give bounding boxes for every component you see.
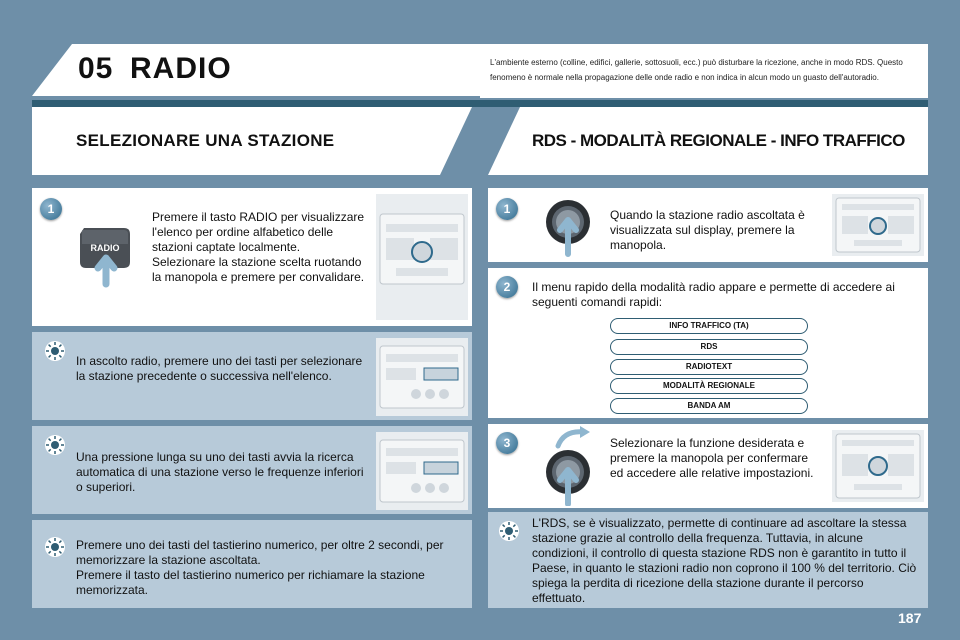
step-badge: 1 [40, 198, 62, 220]
step-badge: 1 [496, 198, 518, 220]
radio-panel-image [832, 194, 924, 256]
tip-sun-icon [498, 520, 520, 542]
radio-panel-image [376, 432, 468, 510]
right-section-title: RDS - MODALITÀ REGIONALE - INFO TRAFFICO [532, 131, 905, 150]
menu-item-info-traffico: INFO TRAFFICO (TA) [610, 318, 808, 334]
right-step3-text: Selezionare la funzione desiderata e premere la manopola per confermare ed accedere alle relative impostazioni. [610, 436, 814, 480]
knob-press-icon [544, 196, 592, 258]
right-step1-text: Quando la stazione radio ascoltata è visualizzata sul display, premere la manopola. [610, 208, 805, 252]
knob-rotate-press-icon [544, 424, 600, 506]
menu-item-rds: RDS [610, 339, 808, 355]
page-number: 187 [898, 610, 922, 626]
right-tip-text: L'RDS, se è visualizzato, permette di continuare ad ascoltare la stessa stazione grazie al controllo della frequenza. Tuttavia, in alcune condizioni, il controllo di questa stazione RDS non è garantito in tutto il Paese, in quanto le stazioni radio non coprono il 100 % del territorio. Ciò spiega la perdita di ricezione della stazione durante il percorso effettuato. [532, 516, 917, 605]
tip-sun-icon [44, 434, 66, 456]
left-tip1-text: In ascolto radio, premere uno dei tasti per selezionare la stazione precedente o successiva nell'elenco. [76, 354, 363, 383]
menu-item-radiotext: RADIOTEXT [610, 359, 808, 375]
radio-key-icon [78, 222, 134, 288]
header-divider [32, 100, 928, 107]
header-note: L'ambiente esterno (colline, edifici, gallerie, sottosuoli, ecc.) può disturbare la ricezione, anche in modo RDS. Questo fenomeno è normale nella propagazione delle onde radio e non indica in alcun modo un guasto dell'autoradio. [490, 58, 903, 82]
left-step1-text: Premere il tasto RADIO per visualizzare l'elenco per ordine alfabetico delle stazioni captate localmente. Selezionare la stazione scelta ruotando la manopola e premere per convalidare. [152, 210, 365, 284]
step-badge: 2 [496, 276, 518, 298]
tip-sun-icon [44, 340, 66, 362]
radio-panel-image [376, 338, 468, 416]
chapter-title: RADIO [130, 52, 232, 85]
step-badge: 3 [496, 432, 518, 454]
menu-item-modalita-regionale: MODALITÀ REGIONALE [610, 378, 808, 394]
radio-panel-image [376, 194, 468, 320]
left-section-title: SELEZIONARE UNA STAZIONE [76, 131, 335, 150]
left-tip2-text: Una pressione lunga su uno dei tasti avvia la ricerca automatica di una stazione verso le frequenze inferiori o superiori. [76, 450, 364, 494]
menu-item-banda-am: BANDA AM [610, 398, 808, 414]
right-step2-text: Il menu rapido della modalità radio appare e permette di accedere ai seguenti comandi rapidi: [532, 280, 895, 309]
left-tip3-text: Premere uno dei tasti del tastierino numerico, per oltre 2 secondi, per memorizzare la stazione ascoltata. Premere il tasto del tastierino numerico per richiamare la stazione memorizzata. [76, 538, 444, 597]
tip-sun-icon [44, 536, 66, 558]
radio-panel-image [832, 430, 924, 502]
svg-text:RADIO: RADIO [90, 243, 120, 253]
chapter-number: 05 [78, 52, 114, 85]
